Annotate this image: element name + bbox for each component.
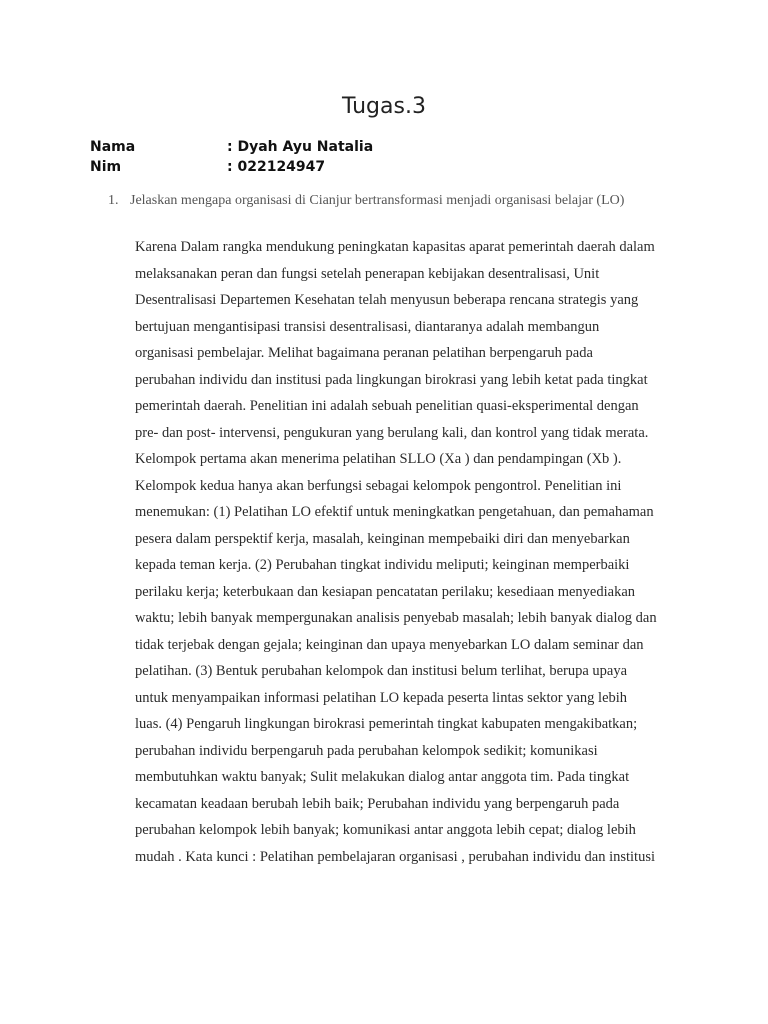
answer-line: pre- dan post- intervensi, pengukuran yang berulang kali, dan kontrol yang tidak merata. (135, 424, 649, 441)
answer-line: luas. (4) Pengaruh lingkungan birokrasi pemerintah tingkat kabupaten mengakibatkan; (135, 716, 638, 732)
question-text: Jelaskan mengapa organisasi di Cianjur bertransformasi menjadi organisasi belajar (LO) (130, 193, 625, 208)
answer-line: pesera dalam perspektif kerja, masalah, keinginan mempebaiki diri dan menyebarkan (135, 530, 630, 547)
answer-line: untuk menyampaikan informasi pelatihan LO kepada peserta lintas sektor yang lebih (135, 689, 628, 706)
answer-line: perubahan individu berpengaruh pada perubahan kelompok sedikit; komunikasi (135, 742, 598, 759)
answer-line: menemukan: (1) Pelatihan LO efektif untuk meningkatkan pengetahuan, dan pemahaman (135, 504, 654, 520)
answer-line: mudah . Kata kunci : Pelatihan pembelajaran organisasi , perubahan individu dan institusi (135, 848, 655, 865)
answer-line: Karena Dalam rangka mendukung peningkatan kapasitas aparat pemerintah daerah dalam (135, 239, 655, 255)
info-label-nama: Nama (90, 139, 136, 155)
answer-line: Desentralisasi Departemen Kesehatan telah menyusun beberapa rencana strategis yang (135, 292, 639, 308)
answer-line: Kelompok kedua hanya akan berfungsi sebagai kelompok pengontrol. Penelitian ini (135, 477, 622, 494)
answer-line: tidak terjebak dengan gejala; keinginan dan upaya menyebarkan LO dalam seminar dan (135, 636, 644, 653)
answer-line: pemerintah daerah. Penelitian ini adalah sebuah penelitian quasi-eksperimental dengan (135, 398, 639, 414)
answer-line: Kelompok pertama akan menerima pelatihan SLLO (Xa ) dan pendampingan (Xb ). (135, 451, 622, 467)
answer-line: bertujuan mengantisipasi transisi desentralisasi, diantaranya adalah membangun (135, 318, 600, 335)
info-value-nim: : 022124947 (227, 159, 326, 175)
answer-line: melaksanakan peran dan fungsi setelah penerapan kebijakan desentralisasi, Unit (135, 265, 600, 282)
question-item (108, 193, 624, 209)
answer-paragraph (135, 234, 695, 870)
answer-line: kecamatan keadaan berubah lebih baik; Perubahan individu yang berpengaruh pada (135, 795, 620, 812)
answer-line: membutuhkan waktu banyak; Sulit melakukan dialog antar anggota tim. Pada tingkat (135, 769, 630, 785)
question-number: 1. (108, 193, 119, 208)
answer-line: kepada teman kerja. (2) Perubahan tingkat individu meliputi; keinginan memperbaiki (135, 557, 630, 573)
answer-line: waktu; lebih banyak mempergunakan analisis penyebab masalah; lebih banyak dialog dan (135, 610, 657, 626)
document-title: Tugas.3 (342, 94, 426, 119)
info-value-nama: : Dyah Ayu Natalia (227, 139, 374, 155)
answer-line: organisasi pembelajar. Melihat bagaimana peranan pelatihan berpengaruh pada (135, 345, 593, 361)
answer-line: pelatihan. (3) Bentuk perubahan kelompok dan institusi belum terlihat, berupa upaya (135, 663, 628, 679)
answer-line: perubahan kelompok lebih banyak; komunikasi antar anggota lebih cepat; dialog lebih (135, 822, 636, 838)
info-label-nim: Nim (90, 159, 122, 175)
answer-line: perubahan individu dan institusi pada lingkungan birokrasi yang lebih ketat pada tingkat (135, 371, 648, 388)
answer-line: perilaku kerja; keterbukaan dan kesiapan pencatatan perilaku; kesediaan menyediakan (135, 583, 636, 600)
